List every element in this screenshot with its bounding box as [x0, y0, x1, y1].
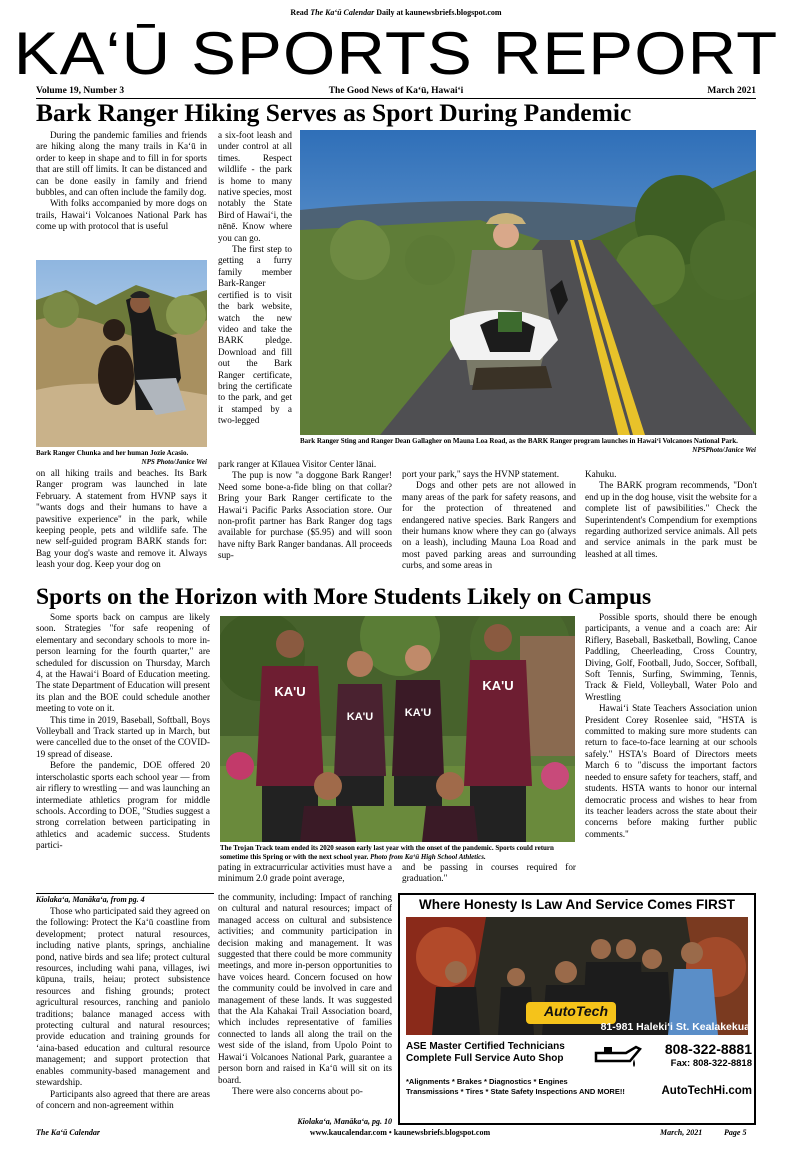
ad-phone[interactable]: 808-322-8881 — [664, 1041, 752, 1057]
paragraph: The pup is now "a doggone Bark Ranger! Need some bone-a-fide bling on that collar? Bring your Bark Ranger certificate to the Hawai‘i Pacific Parks Association store. Our non-profit partner has Bark Ranger dog tags available for purchase ($5.95) and will soon have nifty Bark Ranger bandanas. All proceeds sup- — [218, 470, 392, 561]
paragraph: on all hiking trails and beaches. Its Bark Ranger program was launched in late February. A statement from HVNP says it "wants dogs and their humans to have a pawsitive experience" in the park, while keeping people, pets and wildlife safe. The new self-guided program BARK stands for: Bag your dog's waste and remove it. Always leash your dog. Keep your dog on — [36, 468, 207, 570]
jersey-label: KA'U — [482, 678, 514, 693]
paragraph: pating in extracurricular activities must have a minimum 2.0 grade point average, — [218, 862, 392, 884]
article2-col1 — [36, 612, 210, 894]
paragraph: Those who participated said they agreed on the following: Protect the Ka‘ū coastline from development; protect natural resources, including native plants, springs, anchialine pond, native birds and sea life; protect cultural resources, including wahi pana, villages, iwi kūpuna, trails, heiau; protect subsistence resources and fishing grounds; protect agricultural resources, ranching and paniolo traditions; balance managed access with protecting cultural and natural resources; provide education and training grounds for ‘aina-based education and cultural resource management; and support protection that enables community-based management and stewardship. — [36, 906, 210, 1088]
article2-col4 — [585, 612, 757, 886]
photo-caption: Bark Ranger Chunka and her human Jozie Acasio. — [36, 449, 189, 457]
photo-credit: NPSPhoto/Janice Wei — [692, 446, 756, 454]
ad-fax: Fax: 808-322-8818 — [670, 1058, 752, 1069]
jersey-label: KA'U — [274, 684, 306, 699]
continued-from: Kiolaka‘a, Manāka‘a, from pg. 4 — [36, 893, 214, 904]
volume-number: Volume 19, Number 3 — [36, 86, 125, 96]
paragraph: Hawai‘i State Teachers Association union President Corey Rosenlee said, "HSTA is committed to making sure more students can return to face-to-face learning at our schools safely." HSTA's Board of Directors meets March 6 to "discuss the important factors needed to ensure safety for teachers, staff, and students. HSTA wants to honor our internal democratic process and wishes to hear from its teacher leaders across the state about their concerns before making further public comments." — [585, 703, 757, 839]
ad-services — [406, 1077, 646, 1097]
footer-page-number: Page 5 — [724, 1128, 747, 1137]
article3-col2 — [218, 892, 392, 1118]
footer-publication: The Ka‘ū Calendar — [36, 1128, 101, 1137]
paragraph: During the pandemic families and friends are hiking along the many trails in Ka‘ū in order to keep in shape and to fill in for sports that are still off limits. It can be distanced and can be done easily in family and friend bubbles, and can often include the family dog. — [36, 130, 207, 198]
bark-ranger-sting-photo — [300, 130, 756, 435]
oil-can-icon — [590, 1041, 642, 1069]
paragraph: a six-foot leash and under control at all times. Respect wildlife - the park is home to many native species, most notably the State Bird of Hawai‘i, the nēnē. Know where you can go. — [218, 130, 292, 243]
article1-col1-bottom — [36, 468, 207, 583]
paragraph: The first step to getting a furry family member Bark-Ranger certified is to visit the bark website, watch the new video and take the BARK pledge. Download and fill out the Bark Ranger certificate, bring the certificate to the park, and get it stamped by a two-legged — [218, 244, 292, 426]
footer-date: March, 2021 — [660, 1128, 703, 1137]
article1-headline: Bark Ranger Hiking Serves as Sport During Pandemic — [36, 98, 632, 127]
jersey-label: KA'U — [346, 711, 374, 723]
masthead: KA‘Ū SPORTS REPORT — [13, 20, 779, 87]
ad-services-line: Transmissions * Tires * State Safety Inspections AND MORE!! — [406, 1087, 625, 1096]
article1-col4 — [585, 469, 757, 583]
article1-col3 — [402, 469, 576, 583]
paragraph: the community, including: Impact of ranching on cultural and natural resources; impact of managed access on cultural and subsistence activities; and community participation in decision making and management. It was suggested that there could be more community meetings, and more in-person opportunities to have voices heard. Concern focused on how the community could be involved in care and management of these lands. It was suggested that the Ala Kahakai Trail Association board, which includes representative of families connected to lands all along the trail on the west side of the island, from Upolo Point to Hawai‘i Volcanoes National Park, guarantee a person born and raised in Ka‘ū will sit on its board. — [218, 892, 392, 1085]
ad-line: ASE Master Certified Technicians — [406, 1041, 565, 1052]
top-line: Read The Ka‘ū Calendar Daily at kaunewsbriefs.blogspot.com — [290, 8, 502, 17]
footer-websites[interactable]: www.kaucalendar.com • kaunewsbriefs.blogspot.com — [309, 1128, 491, 1137]
paragraph: and be passing in courses required for graduation." — [402, 862, 576, 884]
paragraph: Possible sports, should there be enough participants, a venue and a coach are: Air Riflery, Baseball, Basketball, Bowling, Canoe Paddling, Cheerleading, Cross Country, Diving, Golf, Football, Judo, Soccer, Softball, Soft Tennis, Surfing, Swimming, Tennis, Track & Field, Volleyball, Water Polo and Wrestling — [585, 612, 757, 702]
article1-col2-top — [218, 130, 292, 458]
paragraph: Dogs and other pets are not allowed in many areas of the park for safety reasons, and for the protection of threatened and endangered native species. Bark Rangers and their humans know where they can go (always on a leash), including Mauna Loa Road and most paved parking areas and surrounding curbs, and some areas in — [402, 480, 576, 571]
tagline: The Good News of Ka‘ū, Hawai‘i — [328, 86, 464, 96]
ad-brand: AutoTech — [543, 1003, 609, 1019]
continued-to: Kiolaka‘a, Manāka‘a, pg. 10 — [297, 1117, 392, 1126]
article2-col3-bottom — [402, 862, 576, 886]
article2-headline: Sports on the Horizon with More Students Likely on Campus — [36, 584, 652, 610]
trojan-track-team-photo — [220, 616, 575, 842]
jersey-label: KA'U — [404, 707, 432, 719]
article1-col1-top — [36, 130, 207, 258]
bark-ranger-chunka-photo — [36, 260, 207, 447]
ad-line: Complete Full Service Auto Shop — [406, 1053, 564, 1064]
ad-address: 81-981 Haleki‘i St. Kealakekua — [600, 1021, 750, 1033]
ad-headline: Where Honesty Is Law And Service Comes FIRST — [418, 897, 736, 912]
ad-services-line: *Alignments * Brakes * Diagnostics * Engines — [406, 1077, 568, 1086]
article1-col2-bottom — [218, 459, 392, 583]
issue-date: March 2021 — [707, 86, 756, 96]
paragraph: The BARK program recommends, "Don't end up in the dog house, visit the website for a complete list of pawsibilities." Check the Superintendent's Compendium for exemptions regarding authorized service animals. All pets and service animals in the park must be leashed at all times. — [585, 480, 757, 559]
photo-credit: NPS Photo/Janice Wei — [141, 458, 207, 466]
paragraph: Some sports back on campus are likely soon. Strategies "for safe reopening of elementary and secondary schools to more in-person learning for the fourth quarter," are scheduled for discussion on Thursday, March 4, at the Hawai‘i Board of Education meeting. The state Department of Education will present its plan and the BOE could schedule another meeting to vote on it. — [36, 612, 210, 714]
ad-tagline — [406, 1041, 565, 1065]
paragraph: port your park," says the HVNP statement. — [402, 469, 560, 479]
photo-caption: The Trojan Track team ended its 2020 season early last year with the onset of the pandemic. Sports could return sometime this Spring or with the next school year. Photo from Ka‘ū High School Athletics. — [220, 844, 554, 861]
article3-col1 — [36, 906, 210, 1126]
paragraph: park ranger at Kīlauea Visitor Center lānai. — [218, 459, 377, 469]
article2-col2-bottom — [218, 862, 392, 886]
ad-website[interactable]: AutoTechHi.com — [661, 1085, 752, 1097]
paragraph: Before the pandemic, DOE offered 20 interscholastic sports each school year — from air riflery to wrestling — and was launching an intermediate athletics program for middle schools. According to DOE, "Studies suggest a strong correlation between participating in athletics and academic success. Students partici- — [36, 760, 211, 851]
paragraph: This time in 2019, Baseball, Softball, Boys Volleyball and Track started up in March, but were cancelled due to the onset of the COVID-19 spread of disease. — [36, 714, 210, 759]
paragraph: With folks accompanied by more dogs on trails, Hawai‘i Volcanoes National Park has come up with protocol that is useful — [36, 198, 207, 232]
paragraph: Participants also agreed that there are areas of concern and non-agreement within — [36, 1088, 210, 1110]
photo-caption: Bark Ranger Sting and Ranger Dean Gallagher on Mauna Loa Road, as the BARK Ranger program launches in Hawai‘i Volcanoes National Park. — [300, 437, 738, 445]
paragraph: Kahuku. — [585, 469, 617, 479]
autotech-ad[interactable] — [398, 893, 756, 1125]
paragraph: There were also concerns about po- — [232, 1085, 363, 1096]
issue-line — [36, 86, 756, 98]
